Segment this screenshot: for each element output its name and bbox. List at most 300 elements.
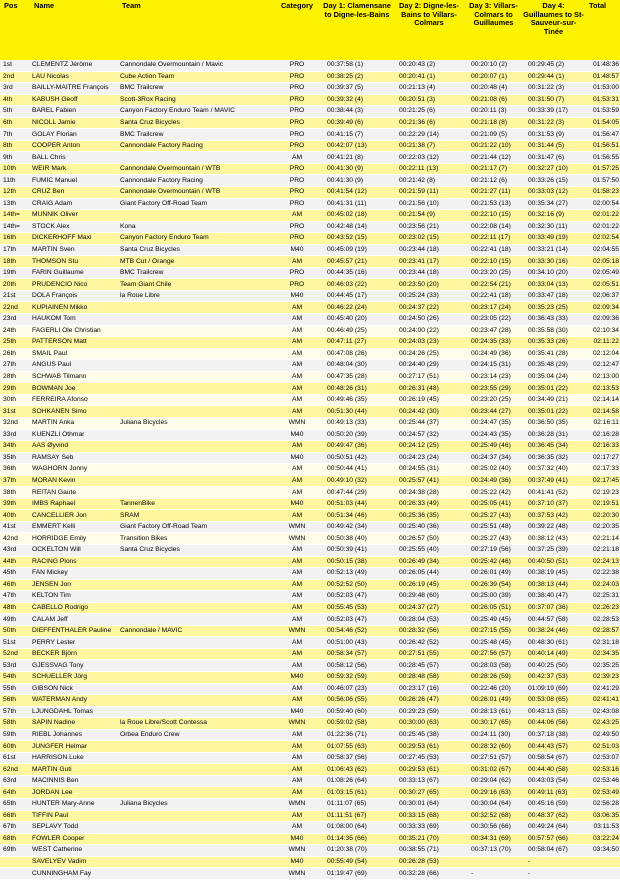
cell-day1 [321,498,393,510]
cell-day2-rank: (53) [426,858,439,865]
cell-day4 [522,521,585,533]
cell-pos-value: 38th [3,488,17,496]
cell-day2-rank: (12) [426,153,439,161]
cell-day3 [465,660,522,672]
cell-total-value: 02:11:22 [593,338,619,346]
cell-team [118,706,273,718]
cell-day2 [393,498,465,510]
cell-day2-value: 00:28:45 [399,661,426,669]
cell-day4 [522,360,585,372]
table-row [0,371,620,383]
cell-total [585,533,620,545]
cell-pos-value: 36th [3,465,17,473]
cell-category-value: WMN [288,869,306,877]
cell-name [30,140,118,152]
table-row [0,533,620,545]
cell-day1-rank: (9) [354,165,364,173]
cell-pos-value: 56th [3,696,17,704]
cell-pos [0,325,30,337]
cell-day2-rank: (14) [426,130,439,138]
cell-day4-value: 00:37:25 [528,546,555,554]
cell-total [585,337,620,349]
cell-pos [0,671,30,683]
cell-name [30,718,118,730]
cell-day1-value: 00:50:20 [327,430,354,438]
cell-category [273,729,321,741]
cell-day1-value: 00:47:11 [327,338,353,346]
cell-category [273,244,321,256]
cell-team [118,290,273,302]
cell-day1-rank: (7) [354,130,364,138]
cell-total [585,371,620,383]
cell-category-value: WMN [288,846,306,854]
cell-day3 [465,152,522,164]
cell-team-value: Cannondale Factory Racing [120,142,203,150]
cell-day4 [522,233,585,245]
cell-pos [0,741,30,753]
cell-day4-rank: (42) [555,511,568,519]
cell-day2 [393,302,465,314]
cell-name-value: HARRISON Luke [32,754,84,762]
cell-pos-value: 22nd [3,303,18,311]
cell-name [30,614,118,626]
table-row [0,822,620,834]
cell-day3-rank: (58) [498,661,511,669]
cell-name [30,660,118,672]
cell-day3 [465,417,522,429]
cell-day2 [393,533,465,545]
cell-day3 [465,764,522,776]
cell-day4-rank: (18) [555,292,568,300]
cell-day4 [522,221,585,233]
cell-day4-value: 00:35:04 [528,373,555,381]
cell-category-value: M40 [290,834,304,842]
cell-day2 [393,83,465,95]
cell-pos [0,718,30,730]
cell-day3 [465,221,522,233]
cell-day2-rank: (27) [426,603,439,611]
cell-name-value: FARIN Guillaume [32,269,84,277]
cell-team [118,279,273,291]
cell-category-value: M40 [290,292,304,300]
cell-name-value: EMMERT Kelli [32,523,76,531]
cell-day2-value: 00:25:44 [399,419,426,427]
cell-day3-value: 00:21:22 [471,142,498,150]
cell-total-value: 02:16:11 [593,419,619,427]
cell-day1-value: 00:59:32 [327,673,354,681]
cell-day4-value: 00:33:39 [528,107,555,115]
cell-day4-rank: (2) [555,61,565,69]
cell-pos-value: 18th [3,257,17,265]
cell-day3-rank: (46) [498,557,511,565]
cell-team-value: Canyon Factory Enduro Team / MAVIC [120,107,235,115]
cell-category [273,429,321,441]
table-row [0,348,620,360]
cell-category [273,868,321,880]
cell-day3 [465,233,522,245]
cell-day2-value: 00:22:29 [399,130,426,138]
cell-category-value: AM [291,476,303,484]
cell-day1-value: 00:46:03 [327,280,354,288]
cell-total [585,314,620,326]
cell-name-value: RIEBL Johannes [32,730,82,738]
cell-category-value: PRO [289,107,305,115]
cell-day4 [522,152,585,164]
cell-day3-rank: (4) [498,84,508,92]
cell-day4 [522,752,585,764]
cell-name [30,429,118,441]
cell-category [273,106,321,118]
cell-day3-rank: (70) [498,846,511,854]
cell-name-value: DOLA François [32,292,78,300]
cell-total [585,822,620,834]
cell-total [585,648,620,660]
cell-day3-rank: (31) [498,361,511,369]
cell-pos-value: 52nd [3,650,18,658]
cell-name-value: GJESSVAG Tony [32,661,84,669]
cell-day3-value: 00:25:51 [471,523,498,531]
cell-day1 [321,129,393,141]
cell-pos-value: 41st [3,523,16,531]
cell-day2-value: 00:24:42 [399,407,426,415]
cell-day1-rank: (34) [354,523,367,531]
cell-day3-rank: (43) [498,534,511,542]
cell-name-value: THOMSON Stu [32,257,79,265]
cell-day3-rank: (34) [498,453,511,461]
cell-total-value: 02:05:51 [592,280,619,288]
cell-day2-rank: (35) [426,511,439,519]
cell-day4-rank: (13) [555,280,568,288]
cell-day1 [321,556,393,568]
cell-day1-value: 00:47:44 [327,488,354,496]
cell-total-value: 02:21:14 [592,534,619,542]
cell-day4 [522,706,585,718]
cell-day2-value: 00:33:15 [399,811,426,819]
cell-category-value: PRO [289,280,305,288]
cell-name-value: MUNNIK Oliver [32,211,78,219]
cell-day4-rank: (59) [555,800,568,808]
cell-category-value: AM [291,511,303,519]
cell-day1-value: 00:41:30 [327,176,354,184]
cell-day2 [393,706,465,718]
cell-day3-value: 00:29:16 [471,788,498,796]
cell-day3-value: 00:23:14 [471,373,498,381]
cell-name [30,787,118,799]
cell-team-value: Santa Cruz Bicycles [120,119,180,126]
cell-pos [0,568,30,580]
table-row [0,510,620,522]
cell-pos-value: 42nd [3,534,18,542]
cell-total [585,487,620,499]
cell-day1-rank: (31) [354,384,367,392]
cell-day1 [321,302,393,314]
cell-total-value: 02:24:13 [592,557,619,565]
cell-day3-rank: (27) [498,407,511,415]
cell-pos-value: 54th [3,673,17,681]
cell-day1-rank: (49) [354,569,367,577]
cell-total [585,394,620,406]
cell-total-value: 02:56:28 [592,800,619,808]
cell-day3-value: 00:21:08 [471,95,498,103]
cell-category-value: AM [291,823,303,831]
cell-day3-value: 00:25:48 [471,638,498,646]
table-row [0,233,620,245]
cell-day1-value: 01:11:07 [327,800,353,808]
cell-category-value: AM [291,361,303,369]
cell-total [585,152,620,164]
cell-pos [0,429,30,441]
cell-day3-value: - [471,869,474,877]
cell-day2-value: 00:29:48 [399,592,426,600]
cell-day3-value: 00:24:43 [471,430,498,438]
cell-total-value: 01:58:23 [592,188,619,196]
cell-day1-rank: (20) [354,315,367,323]
cell-day1 [321,267,393,279]
cell-day4 [522,279,585,291]
cell-total-value: 02:35:25 [592,661,619,669]
cell-category-value: AM [291,373,303,381]
cell-day2 [393,371,465,383]
cell-day4-rank: (61) [555,638,568,646]
cell-team [118,464,273,476]
cell-category [273,279,321,291]
cell-day4-rank: (9) [555,130,565,138]
cell-total-value: 02:22:38 [592,569,619,577]
cell-day2-value: 00:26:42 [399,638,426,646]
cell-category-value: M40 [290,500,304,508]
cell-total-value: 02:21:18 [592,546,619,554]
cell-name-value: HAUKOM Tom [32,315,76,323]
cell-day2-value: 00:30:00 [399,719,426,727]
cell-pos-value: 61st [3,754,16,762]
cell-category-value: AM [291,684,303,692]
header-day2: Day 2: Digne-les-Bains to Villars-Colmars [393,0,465,60]
cell-day4-rank: (49) [555,650,568,658]
cell-day1 [321,429,393,441]
cell-day4 [522,256,585,268]
cell-day3-value: 00:26:01 [471,696,498,704]
cell-day1-rank: (53) [354,603,367,611]
cell-day2-rank: (2) [426,61,436,69]
cell-day2-rank: (70) [426,834,439,842]
cell-category-value: AM [291,777,303,785]
cell-pos [0,94,30,106]
cell-day3 [465,683,522,695]
cell-day4-value: 00:38:24 [528,627,555,635]
cell-day4-rank: (20) [555,269,568,277]
cell-day3 [465,94,522,106]
cell-name [30,267,118,279]
cell-day3-rank: (15) [498,257,511,265]
cell-day2-rank: (7) [426,142,436,150]
cell-day2-value: 00:35:21 [399,834,426,842]
cell-pos-value: 43rd [3,546,17,554]
cell-category-value: AM [291,754,303,762]
cell-total [585,140,620,152]
cell-day4 [522,510,585,522]
cell-pos [0,233,30,245]
cell-team [118,417,273,429]
cell-day2 [393,764,465,776]
cell-day1 [321,706,393,718]
cell-day4 [522,60,585,71]
cell-day4 [522,741,585,753]
cell-pos-value: 29th [3,384,17,392]
cell-day4-value: 00:35:41 [528,349,555,357]
cell-day4-rank: (33) [555,315,568,323]
cell-pos [0,464,30,476]
cell-pos-value: 6th [3,119,13,126]
cell-day2-value: 00:25:40 [399,523,426,531]
cell-category-value: AM [291,603,303,611]
cell-category [273,302,321,314]
cell-team [118,752,273,764]
cell-day2 [393,614,465,626]
cell-total-value: 03:06:35 [592,811,619,819]
cell-team [118,187,273,199]
cell-team [118,568,273,580]
cell-day4-value: 00:31:53 [528,130,555,138]
cell-day2-rank: (34) [426,557,439,565]
cell-category [273,290,321,302]
cell-name [30,210,118,222]
cell-category-value: AM [291,661,303,669]
cell-total-value: 01:53:00 [592,84,619,92]
table-row [0,475,620,487]
cell-day2 [393,544,465,556]
cell-day2-value: 00:26:05 [399,569,426,577]
cell-day4-value: 00:33:04 [528,280,555,288]
table-row [0,591,620,603]
cell-day3-value: 00:22:41 [471,246,498,254]
cell-day3-value: 00:28:32 [471,742,498,750]
cell-day1-value: 00:51:34 [327,511,354,519]
cell-name [30,256,118,268]
cell-day3-value: 00:21:27 [471,188,498,196]
cell-name-value: KELTON Tim [32,592,71,600]
cell-day4 [522,845,585,857]
cell-day4-value: 00:53:08 [528,696,555,704]
cell-day2-rank: (40) [426,546,439,554]
cell-day4-value: 00:57:57 [528,834,555,842]
table-row [0,810,620,822]
cell-name-value: SMAIL Paul [32,349,68,357]
cell-day4 [522,429,585,441]
cell-pos [0,868,30,880]
cell-day2 [393,695,465,707]
cell-day3-rank: (18) [498,292,511,300]
cell-day3 [465,83,522,95]
cell-name [30,314,118,326]
cell-day1 [321,510,393,522]
cell-day4-rank: (48) [555,523,568,531]
cell-team [118,163,273,175]
cell-day3-value: 00:23:44 [471,407,498,415]
header-category: Category [273,0,321,60]
cell-day1-rank: (41) [354,465,367,473]
cell-day1-value: 00:50:15 [327,557,354,565]
cell-day3 [465,106,522,118]
cell-day3-rank: (17) [498,234,511,242]
cell-day2-rank: (17) [426,257,439,265]
cell-total-value: 02:00:54 [592,199,619,207]
cell-category-value: WMN [288,523,306,531]
cell-day1 [321,683,393,695]
cell-category-value: AM [291,396,303,404]
cell-day3-value: 00:27:19 [471,546,498,554]
cell-day2 [393,117,465,129]
cell-team [118,360,273,372]
cell-day4-rank: (3) [555,119,565,126]
cell-team [118,660,273,672]
cell-day2 [393,752,465,764]
cell-total-value: 01:48:57 [592,72,619,80]
cell-category [273,856,321,868]
cell-day4-value: 00:44:06 [528,719,555,727]
cell-name [30,452,118,464]
cell-day3-value: 00:22:10 [471,211,498,219]
cell-name [30,475,118,487]
table-row [0,129,620,141]
cell-day2-rank: (49) [426,500,439,508]
cell-day4-value: 00:29:45 [528,61,555,69]
cell-name [30,556,118,568]
cell-category-value: AM [291,580,303,588]
cell-name-value: FERREIRA Afonso [32,396,88,404]
cell-total-value: 01:56:47 [592,130,619,138]
table-row [0,175,620,187]
table-row [0,71,620,83]
cell-category [273,764,321,776]
cell-day1-rank: (55) [354,696,367,704]
cell-team [118,221,273,233]
cell-day4-rank: (58) [555,615,568,623]
cell-day2-value: 00:32:28 [399,869,426,877]
cell-category [273,94,321,106]
cell-day1-rank: (62) [354,765,367,773]
cell-day3 [465,614,522,626]
cell-day1-rank: (8) [354,153,364,161]
cell-day3-value: 00:23:05 [471,315,498,323]
cell-name [30,406,118,418]
cell-category-value: AM [291,338,303,346]
table-row [0,695,620,707]
cell-day3-rank: (54) [498,580,511,588]
cell-team [118,683,273,695]
cell-day2-value: 00:24:26 [399,349,426,357]
cell-category-value: M40 [290,453,304,461]
cell-day3 [465,822,522,834]
cell-day2-rank: (71) [426,846,439,854]
cell-day2-rank: (31) [426,465,439,473]
cell-pos-value: 4th [3,95,13,103]
cell-pos-value: 50th [3,627,17,635]
cell-day2-rank: (16) [426,684,439,692]
cell-day2-value: 00:26:49 [399,557,426,565]
cell-day2-rank: (25) [426,442,439,450]
cell-name-value: WEST Catherine [32,846,83,854]
cell-day4-value: 00:32:30 [528,222,555,230]
cell-day1-rank: (60) [354,707,367,715]
cell-day4-rank: (46) [555,627,568,635]
cell-day4-value: 00:38:40 [528,592,555,600]
cell-day2 [393,452,465,464]
cell-team [118,475,273,487]
cell-name [30,152,118,164]
cell-day3-rank: (69) [498,834,511,842]
cell-day3-rank: (68) [498,811,511,819]
cell-day2-value: 00:24:23 [399,453,426,461]
